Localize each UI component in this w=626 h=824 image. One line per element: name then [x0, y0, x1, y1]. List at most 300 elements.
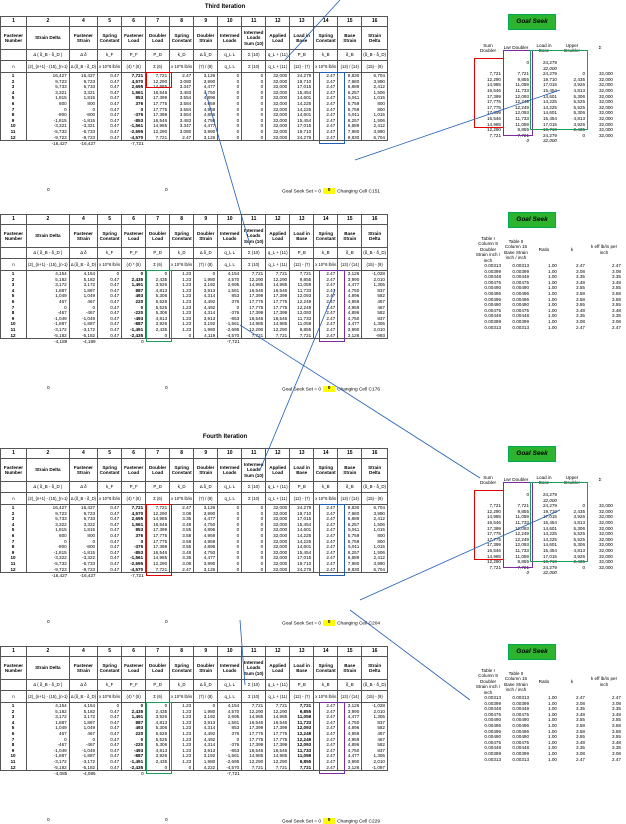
table-cell[interactable]: 1,980: [194, 759, 218, 765]
side-cell[interactable]: 1.00: [548, 734, 557, 740]
table-cell[interactable]: 1: [1, 505, 27, 511]
table-cell[interactable]: 14,985: [146, 555, 170, 561]
table-cell[interactable]: 2.47: [314, 310, 338, 316]
side-cell[interactable]: 9,855: [517, 559, 529, 565]
table-cell[interactable]: 3.554: [170, 112, 194, 118]
table-cell[interactable]: 9,855: [290, 709, 314, 715]
table-cell[interactable]: 12,290: [146, 129, 170, 135]
table-cell[interactable]: 3,926: [146, 714, 170, 720]
side-cell[interactable]: 12,093: [514, 542, 529, 548]
side-cell[interactable]: 0.00313: [484, 324, 501, 330]
table-cell[interactable]: 1.23: [170, 327, 194, 333]
table-cell[interactable]: 3,990: [194, 129, 218, 135]
table-cell[interactable]: 12: [1, 333, 27, 339]
table-cell[interactable]: -1,049: [27, 748, 70, 754]
table-cell[interactable]: 493: [122, 725, 146, 731]
table-cell[interactable]: 7,721: [122, 505, 146, 511]
table-cell[interactable]: 5,759: [338, 101, 362, 107]
table-cell[interactable]: 4,492: [194, 731, 218, 737]
table-cell[interactable]: 12: [1, 135, 27, 141]
table-cell[interactable]: 6,257: [338, 118, 362, 124]
table-cell[interactable]: 0.47: [98, 282, 122, 288]
table-cell[interactable]: 2.47: [314, 271, 338, 277]
side-cell[interactable]: 19,710: [542, 508, 557, 514]
table-cell[interactable]: 7,721: [266, 765, 290, 771]
table-cell[interactable]: 4,813: [146, 720, 170, 726]
table-cell[interactable]: 0.47: [98, 742, 122, 748]
table-cell[interactable]: 2.47: [314, 555, 338, 561]
table-cell[interactable]: 2,412: [362, 123, 388, 129]
table-cell[interactable]: 32,000: [266, 561, 290, 567]
side-cell[interactable]: 3.35: [612, 274, 621, 280]
table-cell[interactable]: 4,959: [194, 533, 218, 539]
table-cell[interactable]: -3,172: [69, 327, 97, 333]
side-cell[interactable]: 14,601: [542, 542, 557, 548]
table-cell[interactable]: 16,427: [69, 73, 97, 79]
table-cell[interactable]: 1,561: [218, 720, 242, 726]
table-cell[interactable]: 3: [1, 84, 27, 90]
table-cell[interactable]: -1,561: [218, 321, 242, 327]
table-cell[interactable]: 2.47: [314, 90, 338, 96]
table-cell[interactable]: 14,985: [266, 714, 290, 720]
table-cell[interactable]: 0.47: [98, 544, 122, 550]
table-cell[interactable]: 19,710: [290, 79, 314, 85]
table-cell[interactable]: 0.47: [98, 305, 122, 311]
table-cell[interactable]: 0.47: [98, 748, 122, 754]
table-cell[interactable]: 4,813: [146, 316, 170, 322]
side-cell[interactable]: 0: [582, 503, 585, 509]
side-cell[interactable]: 4,813: [573, 87, 585, 93]
table-cell[interactable]: 2,412: [362, 555, 388, 561]
table-cell[interactable]: 32,000: [266, 527, 290, 533]
goal-seek-button[interactable]: Goal Seek: [508, 14, 556, 30]
side-cell[interactable]: 12,290: [486, 508, 501, 514]
table-cell[interactable]: 0: [218, 305, 242, 311]
table-cell[interactable]: 1,506: [362, 550, 388, 556]
table-cell[interactable]: 2.47: [314, 118, 338, 124]
side-cell[interactable]: 3,926: [573, 514, 585, 520]
side-cell[interactable]: 0.00490: [484, 717, 501, 723]
table-cell[interactable]: 0: [218, 561, 242, 567]
table-cell[interactable]: 1,506: [362, 90, 388, 96]
side-cell[interactable]: 2.47: [576, 324, 585, 330]
table-cell[interactable]: 3,322: [27, 522, 70, 528]
table-cell[interactable]: 1.23: [170, 720, 194, 726]
table-cell[interactable]: -2,695: [122, 129, 146, 135]
table-cell[interactable]: 2.47: [314, 561, 338, 567]
table-cell[interactable]: 6,257: [338, 90, 362, 96]
table-cell[interactable]: 853: [122, 527, 146, 533]
side-cell[interactable]: 0.00399: [484, 268, 501, 274]
table-cell[interactable]: 11: [1, 759, 27, 765]
side-cell[interactable]: 0.00448: [484, 274, 501, 280]
table-cell[interactable]: 32,000: [266, 533, 290, 539]
table-cell[interactable]: -5,182: [27, 333, 70, 339]
table-cell[interactable]: 14,985: [146, 516, 170, 522]
table-cell[interactable]: 7,721: [242, 271, 266, 277]
side-cell[interactable]: 0.00448: [512, 745, 529, 751]
table-cell[interactable]: 0: [242, 73, 266, 79]
side-cell[interactable]: 1.00: [548, 324, 557, 330]
table-cell[interactable]: 2,435: [122, 709, 146, 715]
table-cell[interactable]: -376: [218, 310, 242, 316]
table-cell[interactable]: 1: [1, 703, 27, 709]
table-cell[interactable]: 16,427: [27, 505, 70, 511]
table-cell[interactable]: -376: [218, 742, 242, 748]
table-cell[interactable]: 10: [1, 753, 27, 759]
table-cell[interactable]: 16,546: [242, 748, 266, 754]
table-cell[interactable]: -5,182: [69, 333, 97, 339]
table-cell[interactable]: 32,000: [266, 107, 290, 113]
table-cell[interactable]: 14,985: [242, 321, 266, 327]
table-cell[interactable]: 3,926: [146, 753, 170, 759]
table-cell[interactable]: 2.47: [314, 759, 338, 765]
side-cell[interactable]: 12,290: [486, 76, 501, 82]
table-cell[interactable]: 0: [170, 765, 194, 771]
table-cell[interactable]: 32,000: [266, 550, 290, 556]
table-cell[interactable]: 0: [69, 539, 97, 545]
side-cell[interactable]: 3,926: [573, 121, 585, 127]
side-cell[interactable]: 16,546: [486, 519, 501, 525]
side-cell[interactable]: 3.48: [612, 711, 621, 717]
side-cell[interactable]: 3.58: [612, 723, 621, 728]
table-cell[interactable]: 0: [242, 84, 266, 90]
table-cell[interactable]: 0: [218, 567, 242, 573]
table-cell[interactable]: 8: [1, 544, 27, 550]
table-cell[interactable]: -9,723: [27, 135, 70, 141]
table-cell[interactable]: 9: [1, 748, 27, 754]
table-cell[interactable]: 5,911: [338, 95, 362, 101]
table-cell[interactable]: -853: [218, 316, 242, 322]
side-cell[interactable]: 14,225: [542, 99, 557, 105]
table-cell[interactable]: 3,926: [146, 321, 170, 327]
table-cell[interactable]: 2.47: [314, 129, 338, 135]
table-cell[interactable]: 837: [362, 720, 388, 726]
table-cell[interactable]: 0: [218, 84, 242, 90]
table-cell[interactable]: 32,000: [266, 90, 290, 96]
side-cell[interactable]: 32,000: [598, 514, 613, 520]
table-cell[interactable]: 2.47: [314, 725, 338, 731]
table-cell[interactable]: 0.47: [98, 731, 122, 737]
table-cell[interactable]: 3.55: [170, 544, 194, 550]
side-cell[interactable]: 12,093: [514, 110, 529, 116]
table-cell[interactable]: 0: [69, 737, 97, 743]
table-cell[interactable]: -1,097: [362, 765, 388, 771]
table-cell[interactable]: 9,830: [338, 567, 362, 573]
table-cell[interactable]: 12,290: [242, 709, 266, 715]
table-cell[interactable]: 11: [1, 561, 27, 567]
table-cell[interactable]: 16,546: [266, 748, 290, 754]
table-cell[interactable]: 5,306: [146, 725, 170, 731]
table-cell[interactable]: -887: [122, 753, 146, 759]
table-cell[interactable]: 0.47: [98, 288, 122, 294]
table-cell[interactable]: 14,985: [146, 123, 170, 129]
table-cell[interactable]: 7,721: [290, 333, 314, 339]
table-cell[interactable]: 3,913: [194, 748, 218, 754]
table-cell[interactable]: 2.47: [314, 516, 338, 522]
side-cell[interactable]: 3.35: [576, 274, 585, 280]
table-cell[interactable]: 3,192: [194, 321, 218, 327]
side-cell[interactable]: 11,059: [515, 514, 529, 520]
side-cell[interactable]: 0.00490: [512, 717, 529, 723]
table-cell[interactable]: 9,830: [338, 73, 362, 79]
table-cell[interactable]: -9,723: [27, 567, 70, 573]
side-cell[interactable]: 12,093: [514, 93, 529, 99]
table-cell[interactable]: 3.347: [170, 123, 194, 129]
side-cell[interactable]: 0.00490: [512, 734, 529, 740]
table-cell[interactable]: 3.584: [170, 107, 194, 113]
side-cell[interactable]: 2,435: [573, 559, 585, 565]
table-cell[interactable]: 0: [170, 333, 194, 339]
table-cell[interactable]: 17,775: [146, 533, 170, 539]
table-cell[interactable]: 1,491: [122, 282, 146, 288]
side-cell[interactable]: 0.00399: [484, 750, 501, 756]
table-cell[interactable]: 4,154: [218, 703, 242, 709]
table-cell[interactable]: 4: [1, 522, 27, 528]
table-cell[interactable]: 16,546: [266, 316, 290, 322]
table-cell[interactable]: 0.47: [98, 84, 122, 90]
table-cell[interactable]: 4: [1, 90, 27, 96]
side-cell[interactable]: 1.00: [548, 263, 557, 269]
table-cell[interactable]: 1.23: [170, 731, 194, 737]
table-cell[interactable]: 0.47: [98, 720, 122, 726]
table-cell[interactable]: 493: [122, 293, 146, 299]
table-cell[interactable]: 853: [122, 95, 146, 101]
table-cell[interactable]: 2,435: [146, 277, 170, 283]
table-cell[interactable]: 376: [122, 101, 146, 107]
side-cell[interactable]: 0.00475: [484, 711, 501, 717]
side-cell[interactable]: 32,000: [598, 564, 613, 570]
table-cell[interactable]: 0: [69, 305, 97, 311]
table-cell[interactable]: 32,000: [266, 79, 290, 85]
table-cell[interactable]: 0.47: [98, 505, 122, 511]
table-cell[interactable]: 32,000: [266, 522, 290, 528]
table-cell[interactable]: 7,980: [338, 79, 362, 85]
table-cell[interactable]: 14,601: [290, 95, 314, 101]
table-cell[interactable]: 5,306: [146, 742, 170, 748]
table-cell[interactable]: 9,723: [27, 79, 70, 85]
side-cell[interactable]: 32,000: [598, 531, 613, 537]
table-cell[interactable]: 3,192: [194, 282, 218, 288]
side-cell[interactable]: 3.58: [576, 723, 585, 728]
table-cell[interactable]: -1,491: [122, 759, 146, 765]
table-cell[interactable]: 0: [218, 101, 242, 107]
table-cell[interactable]: 3,990: [338, 277, 362, 283]
side-cell[interactable]: 0.00475: [512, 307, 529, 313]
table-cell[interactable]: -3,321: [27, 123, 70, 129]
table-cell[interactable]: 2.47: [314, 539, 338, 545]
table-cell[interactable]: 853: [218, 293, 242, 299]
table-cell[interactable]: 12,290: [266, 759, 290, 765]
table-cell[interactable]: 16,546: [266, 288, 290, 294]
table-cell[interactable]: 2.47: [314, 112, 338, 118]
table-cell[interactable]: 2.47: [314, 714, 338, 720]
table-cell[interactable]: 6,889: [338, 555, 362, 561]
table-cell[interactable]: 1,887: [69, 288, 97, 294]
table-cell[interactable]: 19,710: [290, 129, 314, 135]
side-cell[interactable]: 12,249: [514, 531, 529, 537]
table-cell[interactable]: 10: [1, 123, 27, 129]
side-cell[interactable]: 32,000: [598, 503, 613, 509]
table-cell[interactable]: 3,126: [338, 703, 362, 709]
table-cell[interactable]: 2.47: [314, 765, 338, 771]
table-cell[interactable]: 17,399: [242, 310, 266, 316]
side-cell[interactable]: 2.47: [612, 756, 621, 762]
table-cell[interactable]: 3,322: [69, 522, 97, 528]
table-cell[interactable]: 3.483: [170, 118, 194, 124]
side-cell[interactable]: 0.00448: [512, 706, 529, 712]
table-cell[interactable]: 16,427: [69, 505, 97, 511]
table-cell[interactable]: 0.47: [98, 327, 122, 333]
table-cell[interactable]: 0.47: [98, 123, 122, 129]
table-cell[interactable]: -2,695: [218, 759, 242, 765]
table-cell[interactable]: 4,222: [194, 765, 218, 771]
table-cell[interactable]: 1: [1, 73, 27, 79]
side-cell[interactable]: 32,000: [598, 542, 613, 548]
table-cell[interactable]: -493: [122, 316, 146, 322]
table-cell[interactable]: -1,887: [27, 753, 70, 759]
table-cell[interactable]: 5,911: [338, 544, 362, 550]
table-cell[interactable]: 5,733: [69, 84, 97, 90]
table-cell[interactable]: 5,182: [27, 709, 70, 715]
table-cell[interactable]: 4,750: [338, 720, 362, 726]
table-cell[interactable]: 1.23: [170, 742, 194, 748]
table-cell[interactable]: 376: [218, 299, 242, 305]
table-cell[interactable]: -887: [122, 321, 146, 327]
table-cell[interactable]: 2.47: [314, 288, 338, 294]
table-cell[interactable]: 3.48: [170, 522, 194, 528]
table-cell[interactable]: 32,000: [266, 516, 290, 522]
side-cell[interactable]: 0.00448: [484, 706, 501, 712]
table-cell[interactable]: 17,399: [146, 112, 170, 118]
side-cell[interactable]: 4,813: [573, 519, 585, 525]
table-cell[interactable]: 2.47: [314, 731, 338, 737]
side-cell[interactable]: 15,454: [542, 115, 557, 121]
table-cell[interactable]: 0: [194, 703, 218, 709]
side-cell[interactable]: 0.00475: [512, 739, 529, 745]
side-cell[interactable]: 3.48: [576, 307, 585, 313]
side-cell[interactable]: 14,225: [542, 104, 557, 110]
table-cell[interactable]: 32,000: [266, 95, 290, 101]
table-cell[interactable]: 5,182: [69, 709, 97, 715]
side-cell[interactable]: 4,813: [573, 547, 585, 553]
table-cell[interactable]: 1,980: [194, 709, 218, 715]
table-cell[interactable]: 4,314: [194, 310, 218, 316]
table-cell[interactable]: -800: [69, 112, 97, 118]
table-cell[interactable]: -4,570: [218, 765, 242, 771]
table-cell[interactable]: 3.584: [170, 101, 194, 107]
table-cell[interactable]: 4,896: [194, 95, 218, 101]
goal-seek-value-cell[interactable]: 0: [323, 818, 335, 824]
table-cell[interactable]: 0: [218, 550, 242, 556]
table-cell[interactable]: -2,435: [122, 765, 146, 771]
table-cell[interactable]: 7,721: [290, 271, 314, 277]
table-cell[interactable]: 0: [242, 527, 266, 533]
side-cell[interactable]: 3.08: [612, 268, 621, 274]
table-cell[interactable]: 1,980: [194, 277, 218, 283]
table-cell[interactable]: 3: [1, 516, 27, 522]
side-cell[interactable]: 17,015: [542, 514, 557, 520]
table-cell[interactable]: 2,695: [122, 516, 146, 522]
table-cell[interactable]: 1,049: [69, 725, 97, 731]
table-cell[interactable]: 2.47: [314, 327, 338, 333]
table-cell[interactable]: 0.47: [98, 118, 122, 124]
table-cell[interactable]: 220: [122, 299, 146, 305]
table-cell[interactable]: 0: [242, 533, 266, 539]
table-cell[interactable]: -853: [218, 748, 242, 754]
table-cell[interactable]: 2: [1, 709, 27, 715]
table-cell[interactable]: 4,492: [194, 737, 218, 743]
table-cell[interactable]: 2.47: [314, 720, 338, 726]
table-cell[interactable]: 4,477: [338, 714, 362, 720]
table-cell[interactable]: 0: [218, 555, 242, 561]
side-cell[interactable]: 3.35: [612, 745, 621, 751]
table-cell[interactable]: 0: [218, 79, 242, 85]
table-cell[interactable]: 3: [1, 714, 27, 720]
table-cell[interactable]: 14,985: [266, 321, 290, 327]
table-cell[interactable]: 7: [1, 737, 27, 743]
side-cell[interactable]: 7,721: [489, 564, 501, 570]
table-cell[interactable]: 3: [1, 282, 27, 288]
table-cell[interactable]: 7: [1, 539, 27, 545]
table-cell[interactable]: 7,721: [290, 765, 314, 771]
table-cell[interactable]: 32,000: [266, 123, 290, 129]
table-cell[interactable]: 4,750: [338, 748, 362, 754]
table-cell[interactable]: 5,306: [146, 293, 170, 299]
table-cell[interactable]: 4,477: [338, 753, 362, 759]
table-cell[interactable]: 14,985: [146, 84, 170, 90]
table-cell[interactable]: 800: [69, 533, 97, 539]
table-cell[interactable]: 32,000: [266, 511, 290, 517]
side-cell[interactable]: 0.00313: [484, 756, 501, 762]
table-cell[interactable]: 32,000: [266, 118, 290, 124]
table-cell[interactable]: 3.35: [170, 516, 194, 522]
table-cell[interactable]: 9,830: [338, 505, 362, 511]
table-cell[interactable]: 582: [362, 293, 388, 299]
side-cell[interactable]: 19,710: [542, 127, 557, 133]
table-cell[interactable]: 0: [218, 118, 242, 124]
table-cell[interactable]: 2.47: [314, 333, 338, 339]
table-cell[interactable]: 0.47: [98, 310, 122, 316]
side-cell[interactable]: 1.00: [548, 279, 557, 285]
table-cell[interactable]: 9: [1, 550, 27, 556]
table-cell[interactable]: 1.23: [170, 277, 194, 283]
table-cell[interactable]: 7,721: [290, 703, 314, 709]
table-cell[interactable]: 0: [242, 112, 266, 118]
table-cell[interactable]: -4,570: [122, 135, 146, 141]
side-cell[interactable]: 11,733: [515, 547, 529, 553]
table-cell[interactable]: 6,704: [362, 505, 388, 511]
table-cell[interactable]: 5,525: [146, 299, 170, 305]
table-cell[interactable]: 2.47: [170, 567, 194, 573]
table-cell[interactable]: -5,733: [27, 561, 70, 567]
table-cell[interactable]: 0: [122, 539, 146, 545]
table-cell[interactable]: 3.08: [170, 511, 194, 517]
table-cell[interactable]: 4,896: [194, 112, 218, 118]
table-cell[interactable]: 3.48: [170, 550, 194, 556]
side-cell[interactable]: 3.55: [576, 717, 585, 723]
side-cell[interactable]: 24,279: [542, 503, 557, 509]
table-cell[interactable]: -9,723: [69, 567, 97, 573]
side-cell[interactable]: 3.35: [576, 706, 585, 712]
side-cell[interactable]: 0.00490: [484, 285, 501, 291]
side-cell[interactable]: 1.00: [548, 711, 557, 717]
table-cell[interactable]: -467: [69, 742, 97, 748]
table-cell[interactable]: 837: [362, 316, 388, 322]
table-cell[interactable]: 4,813: [146, 288, 170, 294]
table-cell[interactable]: 5,759: [338, 107, 362, 113]
table-cell[interactable]: 1.23: [170, 321, 194, 327]
